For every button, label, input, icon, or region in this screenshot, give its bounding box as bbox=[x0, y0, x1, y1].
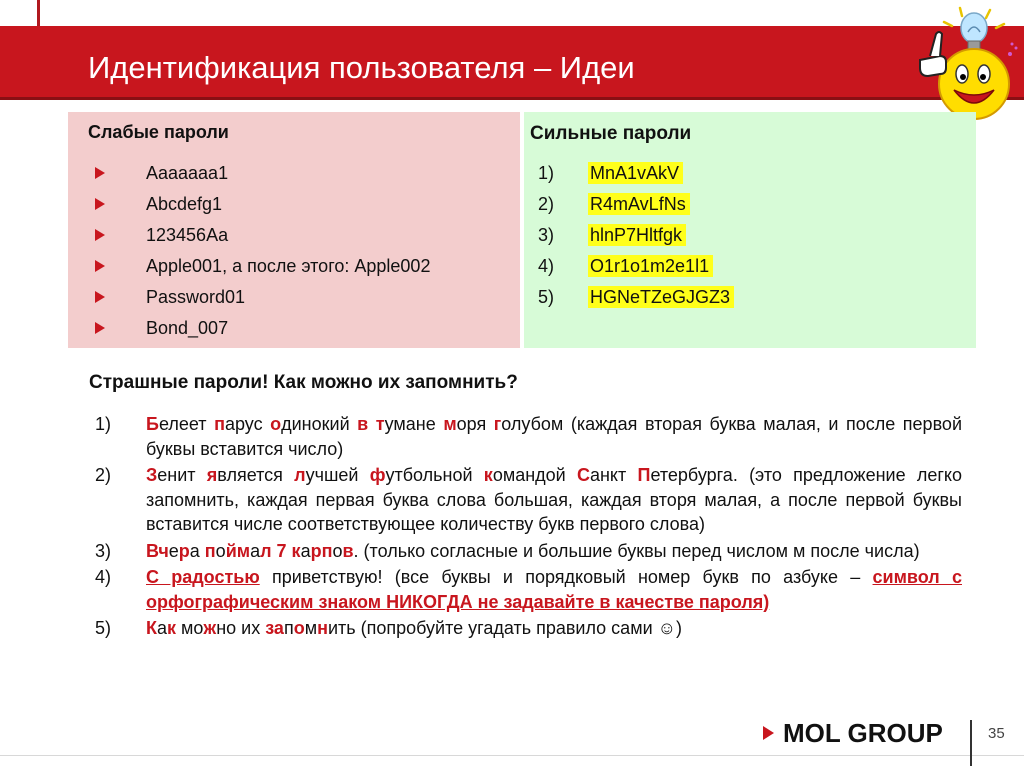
page-title: Идентификация пользователя – Идеи bbox=[88, 50, 635, 85]
highlighted-letters: р bbox=[178, 540, 190, 561]
highlighted-letters: С радостью bbox=[146, 567, 260, 587]
idea-text-segment: о bbox=[332, 540, 343, 561]
idea-text bbox=[146, 618, 682, 638]
idea-text-segment: м bbox=[304, 618, 318, 638]
idea-text-segment: арус bbox=[224, 414, 271, 434]
footer-divider bbox=[0, 755, 1024, 756]
section-heading: Страшные пароли! Как можно их запомнить? bbox=[89, 372, 518, 393]
highlighted-letters: рп bbox=[310, 540, 333, 561]
idea-text-segment: елеет bbox=[158, 414, 215, 434]
idea-item: 4) С радостью приветствую! (все буквы и порядковый номер букв по азбуке – символ с орфографическим знаком НИКОГДА не задавайте в качестве пароля) bbox=[95, 567, 962, 612]
strong-passwords-title: Сильные пароли bbox=[530, 123, 692, 144]
highlighted-letters: символ с орфографическим знаком НИКОГДА не задавайте в качестве пароля) bbox=[146, 567, 962, 612]
highlighted-letters: о bbox=[270, 414, 282, 434]
bullet-triangle-icon bbox=[95, 260, 105, 272]
footer-separator bbox=[970, 720, 972, 766]
idea-text-segment: а bbox=[250, 540, 261, 561]
idea-item: 5) Как можно их запомнить (попробуйте угадать правило сами ☺) bbox=[95, 618, 682, 638]
idea-text-segment: а bbox=[300, 540, 311, 561]
idea-text-segment: олубом (каждая вторая буква малая, и после первой буквы вставится число) bbox=[146, 414, 962, 459]
highlighted-letters: за bbox=[265, 618, 284, 638]
highlighted-letters: к bbox=[483, 465, 493, 485]
highlighted-letters: ф bbox=[369, 465, 386, 485]
idea-text bbox=[146, 414, 962, 459]
weak-passwords-panel: Слабые пароли Aaaaaaa1 Abcdefg1 123456Aa Apple001, а после этого: Apple002 Password01 Bond_007 bbox=[68, 112, 520, 348]
highlighted-letters: С bbox=[576, 465, 590, 485]
idea-text-segment: а bbox=[157, 618, 168, 638]
idea-text-segment: но их bbox=[216, 618, 266, 638]
highlighted-letters: о bbox=[293, 618, 305, 638]
highlighted-letters: л 7 к bbox=[260, 540, 301, 561]
idea-text-segment: умане bbox=[384, 414, 444, 434]
weak-passwords-title: Слабые пароли bbox=[88, 122, 229, 142]
highlighted-letters: м bbox=[443, 414, 457, 434]
header-accent-line bbox=[37, 0, 40, 26]
idea-text-segment: анкт bbox=[589, 465, 638, 485]
idea-text-segment: динокий bbox=[281, 414, 358, 434]
idea-text-segment: вляется bbox=[217, 465, 295, 485]
idea-text-segment: ить (попробуйте угадать правило сами ☺) bbox=[327, 618, 682, 638]
highlighted-letters: н bbox=[317, 618, 328, 638]
bullet-triangle-icon bbox=[95, 322, 105, 334]
idea-text bbox=[146, 541, 920, 561]
idea-text-segment: . (только согласные и большие буквы перед числом м после числа) bbox=[353, 540, 920, 561]
idea-item: 1) Белеет парус одинокий в тумане моря голубом (каждая вторая буква малая, и после первой буквы вставится число) bbox=[95, 414, 962, 459]
highlighted-letters: к bbox=[167, 618, 177, 638]
idea-text-segment: омандой bbox=[492, 465, 577, 485]
idea-text-segment: утбольной bbox=[385, 465, 484, 485]
highlighted-letters: п bbox=[204, 540, 216, 561]
highlighted-letters: я bbox=[206, 465, 218, 485]
highlighted-letters: Вч bbox=[146, 540, 169, 561]
ideas-list bbox=[95, 412, 962, 643]
idea-text-segment: п bbox=[283, 618, 294, 638]
idea-text-segment: приветствую! (все буквы и порядковый номер букв по азбуке – bbox=[259, 567, 873, 587]
highlighted-password: R4mAvLfNs bbox=[588, 193, 690, 215]
idea-text-segment: етербурга. (это предложение легко запомнить, каждая первая буква слова большая, каждая вторя малая, а после первой буквы вставится числе соответствующее количеству букв первого слова) bbox=[146, 465, 963, 534]
logo-triangle-icon bbox=[763, 726, 774, 740]
idea-text-segment: учшей bbox=[305, 465, 370, 485]
highlighted-letters: йм bbox=[225, 540, 251, 561]
bullet-triangle-icon bbox=[95, 229, 105, 241]
idea-text bbox=[146, 567, 962, 612]
highlighted-letters: З bbox=[146, 465, 158, 485]
idea-text-segment: е bbox=[168, 540, 179, 561]
bullet-triangle-icon bbox=[95, 167, 105, 179]
idea-text-segment: о bbox=[215, 540, 226, 561]
idea-text-segment: мо bbox=[176, 618, 204, 638]
highlighted-letters: ж bbox=[203, 618, 217, 638]
highlighted-letters: т bbox=[375, 414, 385, 434]
highlighted-letters: п bbox=[214, 414, 225, 434]
idea-item: 3) Вчера поймал 7 карпов. (только согласные и большие буквы перед числом м после числа) bbox=[95, 540, 920, 561]
highlighted-password: hlnP7Hltfgk bbox=[588, 224, 686, 246]
strong-passwords-panel: Сильные пароли 1) MnA1vAkV 2) R4mAvLfNs 3) hlnP7Hltfgk 4) O1r1o1m2e1l1 5) HGNeTZeGJGZ3 bbox=[524, 112, 976, 348]
page-number: 35 bbox=[988, 725, 1005, 742]
highlighted-letters: К bbox=[146, 618, 157, 638]
highlighted-letters: П bbox=[637, 465, 651, 485]
highlighted-password: O1r1o1m2e1l1 bbox=[588, 255, 713, 277]
idea-text-segment: енит bbox=[157, 465, 207, 485]
idea-item: 2) Зенит является лучшей футбольной командой Санкт Петербурга. (это предложение легко запомнить, каждая первая буква слова большая, каждая вторя малая, а после первой буквы вставится числе соответствующее количеству букв первого слова) bbox=[95, 465, 963, 534]
highlighted-password: HGNeTZeGJGZ3 bbox=[588, 286, 734, 308]
title-bar bbox=[0, 26, 1024, 100]
highlighted-password: MnA1vAkV bbox=[588, 162, 683, 184]
idea-text-segment: оря bbox=[456, 414, 494, 434]
highlighted-letters: Б bbox=[146, 414, 159, 434]
idea-text bbox=[146, 465, 962, 534]
idea-text-segment bbox=[368, 414, 376, 434]
highlighted-letters: в bbox=[357, 414, 369, 434]
bullet-triangle-icon bbox=[95, 198, 105, 210]
highlighted-letters: г bbox=[493, 414, 502, 434]
bullet-triangle-icon bbox=[95, 291, 105, 303]
highlighted-letters: в bbox=[342, 540, 354, 561]
idea-text-segment: а bbox=[189, 540, 205, 561]
highlighted-letters: л bbox=[294, 465, 306, 485]
